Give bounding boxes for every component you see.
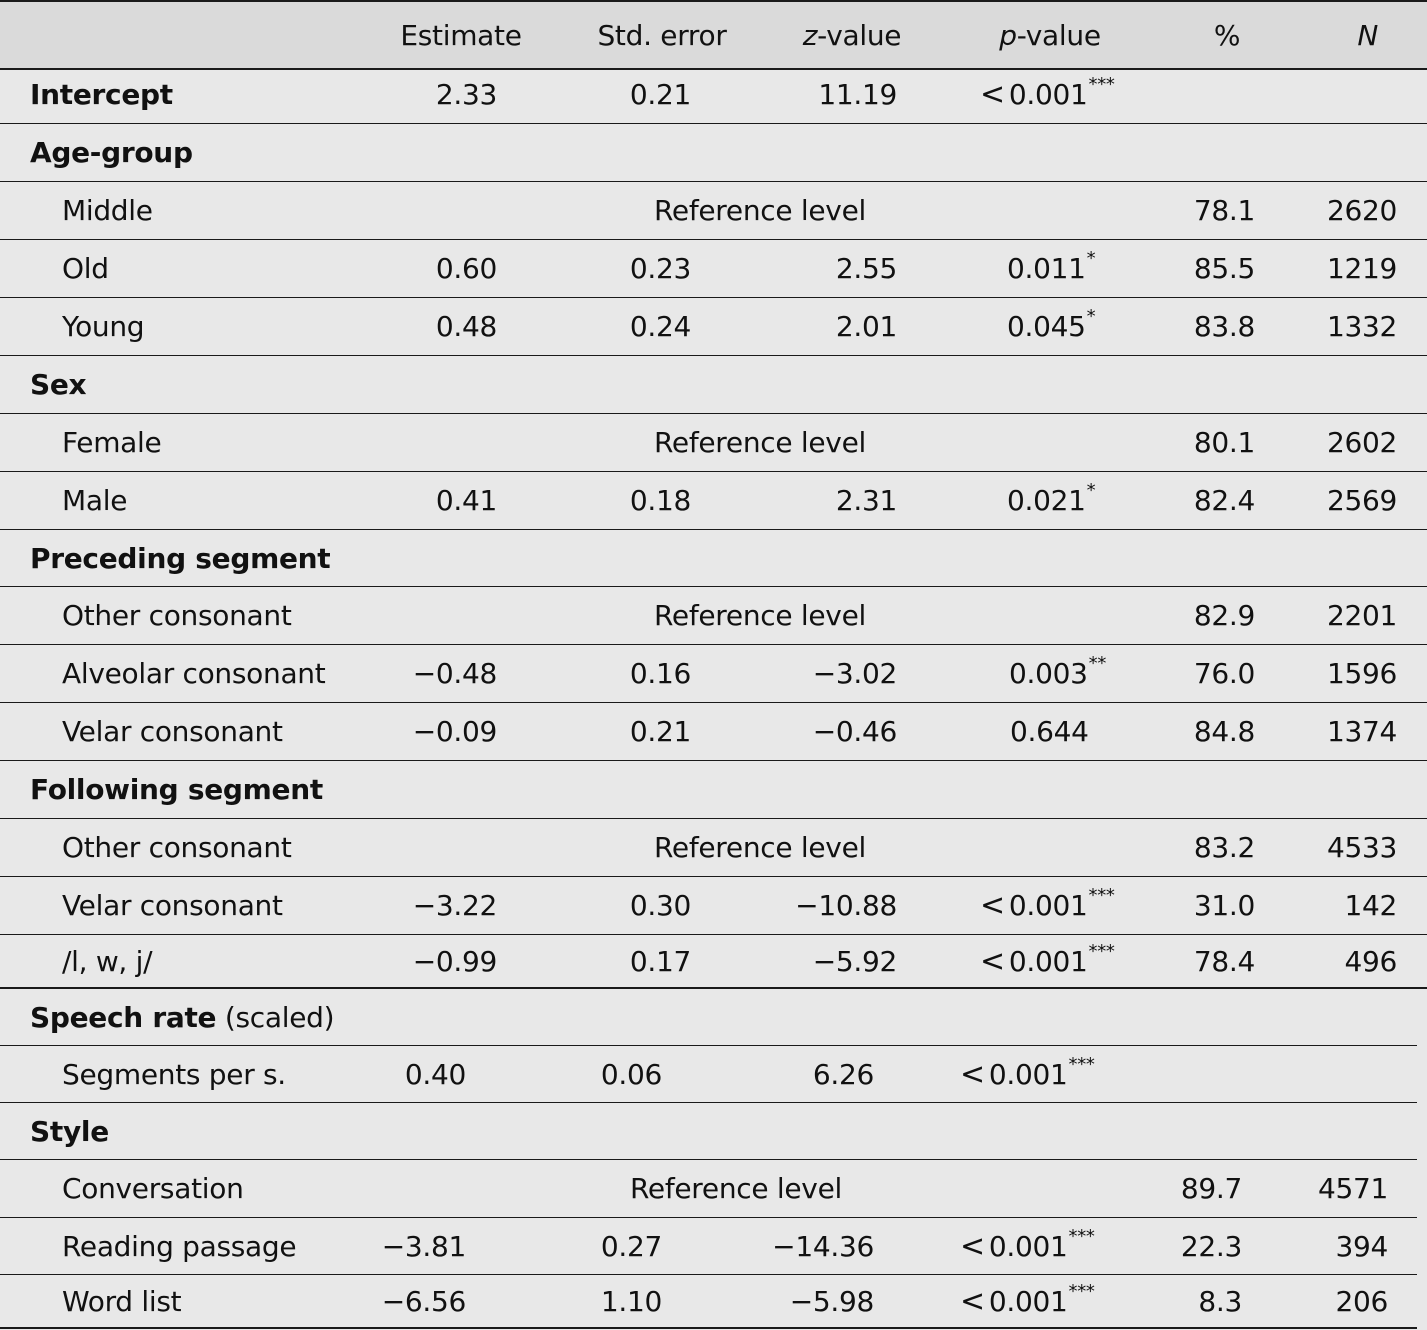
cell-std-error: 0.23	[629, 252, 691, 285]
table-row-female	[0, 414, 1427, 472]
cell-n: 1219	[1326, 252, 1397, 285]
table-row-group-sex	[0, 356, 1427, 414]
header-estimate: Estimate	[400, 18, 522, 52]
cell-percent: 78.4	[1193, 944, 1255, 978]
row-label: Other consonant	[62, 831, 292, 864]
cell-z-value: 6.26	[812, 1057, 874, 1091]
cell-reference-level: Reference level	[654, 831, 866, 864]
cell-n: 206	[1335, 1284, 1388, 1318]
row-label: Conversation	[62, 1172, 244, 1205]
cell-reference-level: Reference level	[630, 1172, 842, 1205]
cell-p-value: 0.021 *	[1007, 480, 1096, 517]
table-row-group-preceding	[0, 530, 1427, 587]
table-row-preceding-other	[0, 587, 1427, 645]
cell-n: 142	[1344, 889, 1397, 922]
cell-n: 4533	[1326, 831, 1397, 864]
cell-n: 1332	[1326, 310, 1397, 343]
table-row-preceding-alveolar	[0, 645, 1427, 703]
cell-n: 2569	[1326, 484, 1397, 517]
cell-p-value: < 0.001 ***	[960, 1225, 1095, 1264]
cell-p-value: < 0.001 ***	[980, 885, 1115, 923]
cell-percent: 82.4	[1193, 484, 1255, 517]
table-row-male	[0, 472, 1427, 530]
cell-p-value: < 0.001 ***	[960, 1280, 1095, 1319]
cell-percent: 31.0	[1193, 889, 1255, 922]
cell-z-value: −0.46	[812, 715, 897, 748]
row-label: Speech rate (scaled)	[30, 1000, 335, 1034]
cell-n: 4571	[1317, 1172, 1388, 1205]
cell-z-value: −10.88	[795, 889, 897, 922]
cell-estimate: −0.09	[412, 715, 497, 748]
cell-estimate: 0.48	[435, 310, 497, 343]
row-label: Female	[62, 426, 162, 459]
cell-percent: 82.9	[1193, 599, 1255, 632]
cell-estimate: 2.33	[435, 78, 497, 111]
row-label: Alveolar consonant	[62, 657, 326, 690]
table-row-following-other	[0, 819, 1427, 877]
cell-z-value: 2.55	[835, 252, 897, 285]
cell-n: 1374	[1326, 715, 1397, 748]
cell-reference-level: Reference level	[654, 426, 866, 459]
cell-estimate: 0.40	[404, 1057, 466, 1091]
cell-percent: 80.1	[1193, 426, 1255, 459]
cell-n: 2602	[1326, 426, 1397, 459]
cell-z-value: 2.01	[835, 310, 897, 343]
cell-percent: 85.5	[1193, 252, 1255, 285]
cell-z-value: 2.31	[835, 484, 897, 517]
cell-std-error: 0.27	[600, 1229, 662, 1263]
cell-n: 2620	[1326, 194, 1397, 227]
cell-p-value: 0.011 *	[1007, 248, 1096, 285]
row-label: Other consonant	[62, 599, 292, 632]
row-label: Preceding segment	[30, 541, 331, 575]
table-header	[0, 0, 1427, 70]
cell-percent: 78.1	[1193, 194, 1255, 227]
table-row-group-speech-rate	[0, 989, 1417, 1046]
table-row-segments-per-s	[0, 1046, 1417, 1103]
cell-estimate: 0.60	[435, 252, 497, 285]
table-row-word-list	[0, 1275, 1417, 1329]
header-percent: %	[1213, 18, 1241, 52]
cell-p-value: < 0.001 ***	[980, 940, 1115, 979]
table-row-middle	[0, 182, 1427, 240]
cell-estimate: −0.48	[412, 657, 497, 690]
table-row-conversation	[0, 1160, 1417, 1218]
cell-estimate: −0.99	[412, 944, 497, 978]
row-label: Velar consonant	[62, 715, 283, 748]
row-label: Young	[62, 310, 145, 343]
header-p-value: p -value	[999, 18, 1101, 52]
table-row-old	[0, 240, 1427, 298]
cell-std-error: 0.06	[600, 1057, 662, 1091]
table-row-young	[0, 298, 1427, 356]
cell-p-value: 0.045 *	[1007, 306, 1096, 343]
row-label: Age-group	[30, 136, 193, 169]
table-row-group-following	[0, 761, 1427, 819]
cell-p-value: 0.644	[1010, 715, 1089, 748]
table-row-reading-passage	[0, 1218, 1417, 1275]
cell-std-error: 0.16	[629, 657, 691, 690]
cell-estimate: −6.56	[381, 1284, 466, 1318]
row-label: Style	[30, 1114, 109, 1148]
row-label: Old	[62, 252, 109, 285]
cell-reference-level: Reference level	[654, 599, 866, 632]
row-label: Segments per s.	[62, 1057, 286, 1091]
cell-std-error: 1.10	[600, 1284, 662, 1318]
cell-percent: 76.0	[1193, 657, 1255, 690]
table-row-group-age	[0, 124, 1427, 182]
cell-percent: 83.8	[1193, 310, 1255, 343]
cell-n: 394	[1335, 1229, 1388, 1263]
cell-std-error: 0.17	[629, 944, 691, 978]
row-label: Sex	[30, 368, 87, 401]
row-label: Word list	[62, 1284, 182, 1318]
cell-estimate: 0.41	[435, 484, 497, 517]
cell-estimate: −3.81	[381, 1229, 466, 1263]
table-row-group-style	[0, 1103, 1417, 1160]
cell-z-value: −14.36	[772, 1229, 874, 1263]
row-label: Middle	[62, 194, 153, 227]
cell-percent: 22.3	[1180, 1229, 1242, 1263]
cell-std-error: 0.30	[629, 889, 691, 922]
table-row-preceding-velar	[0, 703, 1427, 761]
cell-z-value: 11.19	[818, 78, 897, 111]
cell-p-value: < 0.001 ***	[960, 1053, 1095, 1092]
cell-percent: 83.2	[1193, 831, 1255, 864]
cell-percent: 84.8	[1193, 715, 1255, 748]
cell-std-error: 0.21	[629, 715, 691, 748]
cell-p-value: < 0.001 ***	[980, 74, 1115, 112]
row-label: Intercept	[30, 78, 173, 111]
cell-percent: 89.7	[1180, 1172, 1242, 1205]
cell-p-value: 0.003 **	[1009, 653, 1107, 690]
cell-reference-level: Reference level	[654, 194, 866, 227]
cell-z-value: −5.92	[812, 944, 897, 978]
cell-n: 2201	[1326, 599, 1397, 632]
row-label: Male	[62, 484, 128, 517]
row-label: Velar consonant	[62, 889, 283, 922]
table-row-intercept	[0, 66, 1427, 124]
header-n: N	[1357, 18, 1378, 52]
cell-std-error: 0.18	[629, 484, 691, 517]
header-std-error: Std. error	[597, 18, 727, 52]
cell-estimate: −3.22	[412, 889, 497, 922]
cell-n: 496	[1344, 944, 1397, 978]
row-label: Reading passage	[62, 1229, 297, 1263]
cell-std-error: 0.24	[629, 310, 691, 343]
row-label: /l, w, j/	[62, 944, 153, 978]
cell-z-value: −5.98	[789, 1284, 874, 1318]
cell-std-error: 0.21	[629, 78, 691, 111]
row-label: Following segment	[30, 773, 323, 806]
cell-z-value: −3.02	[812, 657, 897, 690]
header-z-value: z -value	[802, 18, 902, 52]
table-row-following-velar	[0, 877, 1427, 935]
cell-percent: 8.3	[1198, 1284, 1242, 1318]
table-row-following-lwj	[0, 935, 1427, 989]
cell-n: 1596	[1326, 657, 1397, 690]
